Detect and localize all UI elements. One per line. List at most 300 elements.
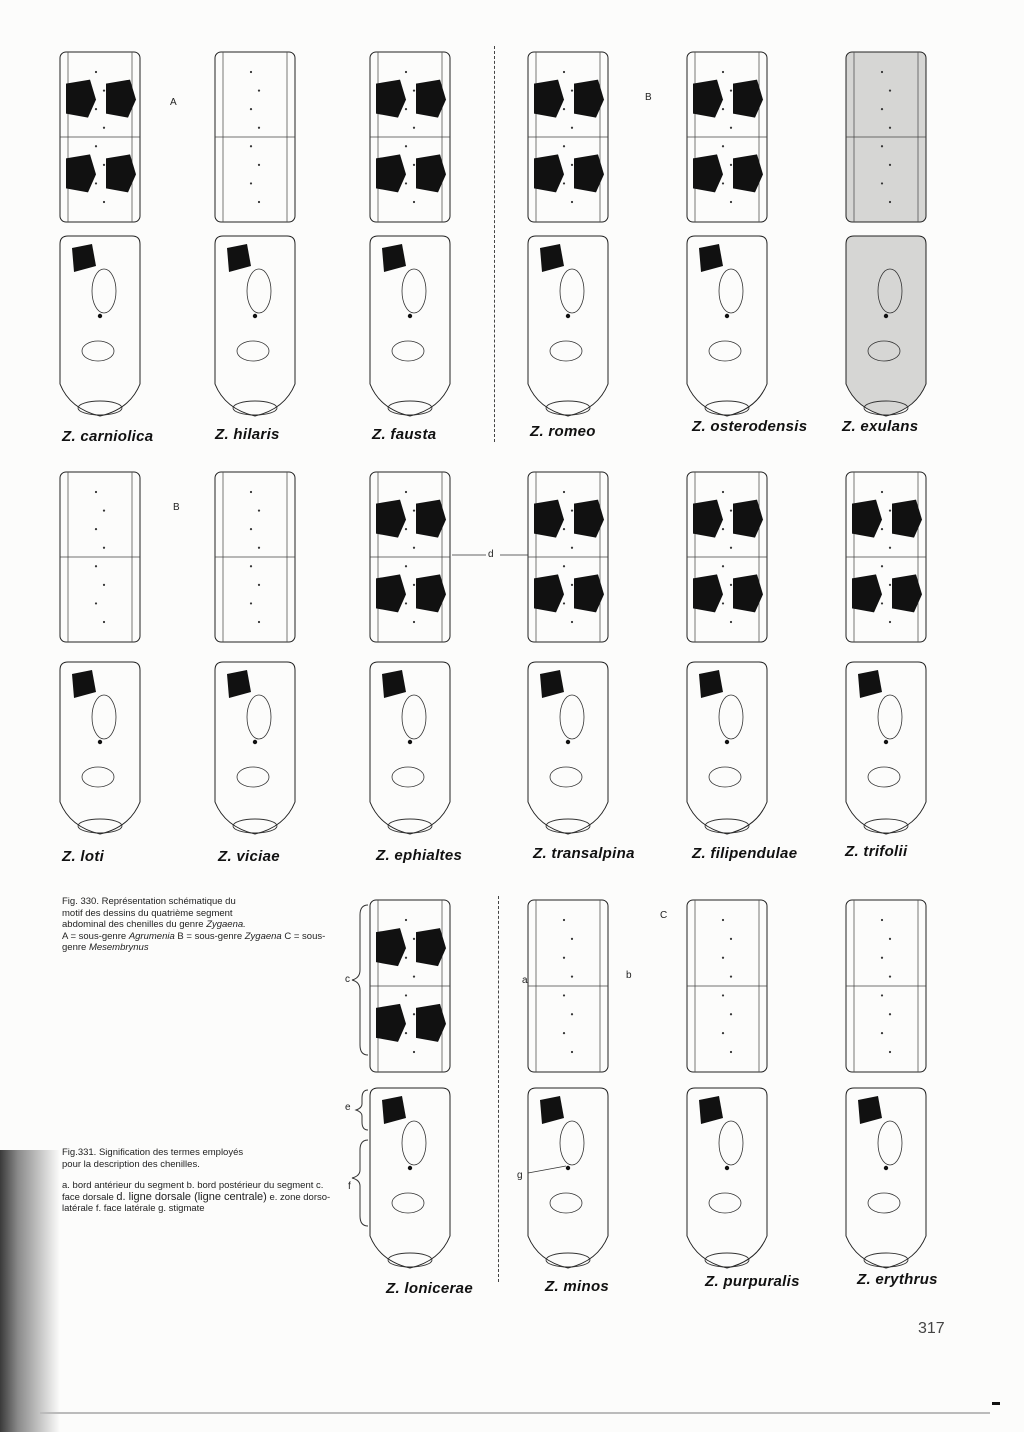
dot bbox=[881, 1032, 883, 1034]
dotted-area bbox=[92, 695, 116, 739]
dotted-area bbox=[402, 269, 426, 313]
proleg-outline bbox=[546, 1253, 590, 1267]
black-spot bbox=[693, 500, 723, 538]
dot bbox=[413, 1013, 415, 1015]
black-spot bbox=[416, 154, 446, 192]
subgenus-prefix: C = sous-genre bbox=[62, 930, 326, 954]
dotted-area bbox=[550, 767, 582, 787]
dot bbox=[571, 938, 573, 940]
caption-line: pour la description des chenilles. bbox=[62, 1158, 200, 1170]
dot bbox=[405, 602, 407, 604]
black-spot bbox=[106, 80, 136, 118]
dot bbox=[405, 108, 407, 110]
caption-genus: Zygaena. bbox=[206, 919, 246, 931]
dot bbox=[571, 509, 573, 511]
dot bbox=[571, 975, 573, 977]
dot bbox=[405, 182, 407, 184]
species-label: Z. lonicerae bbox=[386, 1280, 473, 1297]
spiracle bbox=[98, 740, 102, 744]
dot bbox=[250, 108, 252, 110]
figure-330-caption bbox=[62, 896, 342, 954]
species-label: Z. transalpina bbox=[533, 845, 635, 862]
dot bbox=[405, 71, 407, 73]
term-item: e. zone dorso-latérale bbox=[62, 1191, 331, 1215]
black-spot bbox=[534, 500, 564, 538]
lateral-segment-outline bbox=[370, 236, 450, 416]
black-spot bbox=[66, 154, 96, 192]
species-label: Z. minos bbox=[545, 1278, 610, 1295]
spiracle bbox=[566, 740, 570, 744]
dot bbox=[563, 602, 565, 604]
spiracle bbox=[253, 740, 257, 744]
dot bbox=[722, 565, 724, 567]
dot bbox=[730, 1051, 732, 1053]
black-spot bbox=[416, 500, 446, 538]
dot bbox=[250, 528, 252, 530]
species-label: Z. trifolii bbox=[845, 843, 908, 860]
caption-line: motif des dessins du quatrième segment bbox=[62, 907, 233, 919]
lateral-segment-outline bbox=[60, 236, 140, 416]
species-label: Z. filipendulae bbox=[692, 845, 798, 862]
lateral-segment-outline bbox=[528, 236, 608, 416]
dot bbox=[889, 164, 891, 166]
term-item: c. face dorsale bbox=[62, 1180, 324, 1203]
dot bbox=[413, 89, 415, 91]
dot bbox=[103, 584, 105, 586]
dot bbox=[103, 201, 105, 203]
dot bbox=[405, 957, 407, 959]
dotted-area bbox=[878, 695, 902, 739]
subgenus-name: Zygaena bbox=[244, 930, 282, 942]
dot bbox=[571, 621, 573, 623]
black-spot bbox=[574, 500, 604, 538]
dotted-area bbox=[878, 1121, 902, 1165]
annotation-g: g bbox=[517, 1170, 523, 1181]
annotation-b: b bbox=[626, 970, 632, 981]
black-spot bbox=[227, 670, 251, 698]
dot bbox=[563, 71, 565, 73]
black-spot bbox=[376, 500, 406, 538]
dot bbox=[571, 201, 573, 203]
dotted-area bbox=[868, 1193, 900, 1213]
dot bbox=[258, 547, 260, 549]
black-spot bbox=[66, 80, 96, 118]
group-letter-a: A bbox=[170, 97, 177, 108]
dot bbox=[95, 528, 97, 530]
dot bbox=[722, 71, 724, 73]
lateral-segment-outline bbox=[528, 662, 608, 834]
dot bbox=[413, 164, 415, 166]
dot bbox=[95, 182, 97, 184]
spiracle bbox=[566, 1166, 570, 1170]
spiracle bbox=[566, 314, 570, 318]
lateral-segment-outline bbox=[846, 236, 926, 416]
black-spot bbox=[72, 244, 96, 272]
annotation-c: c bbox=[345, 974, 350, 985]
subgenus-prefix: B = sous-genre bbox=[177, 930, 245, 942]
black-spot bbox=[382, 670, 406, 698]
dot bbox=[563, 565, 565, 567]
dot bbox=[889, 127, 891, 129]
dot bbox=[730, 164, 732, 166]
dot bbox=[258, 584, 260, 586]
dot bbox=[405, 919, 407, 921]
spiracle bbox=[725, 314, 729, 318]
dot bbox=[258, 127, 260, 129]
black-spot bbox=[574, 154, 604, 192]
lateral-segment-outline bbox=[370, 662, 450, 834]
bottom-mark bbox=[992, 1402, 1000, 1405]
dot bbox=[571, 164, 573, 166]
dotted-area bbox=[237, 341, 269, 361]
dot bbox=[881, 994, 883, 996]
dot bbox=[881, 565, 883, 567]
dot bbox=[413, 938, 415, 940]
dot bbox=[571, 1013, 573, 1015]
proleg-outline bbox=[78, 401, 122, 415]
lateral-segment-outline bbox=[370, 1088, 450, 1268]
spiracle bbox=[98, 314, 102, 318]
subgenus-item bbox=[62, 931, 175, 942]
species-label: Z. fausta bbox=[372, 426, 437, 443]
scan-shadow bbox=[0, 1150, 60, 1432]
dotted-area bbox=[402, 695, 426, 739]
dot bbox=[563, 994, 565, 996]
dot bbox=[722, 108, 724, 110]
proleg-outline bbox=[388, 401, 432, 415]
species-label: Z. hilaris bbox=[215, 426, 280, 443]
dot bbox=[103, 127, 105, 129]
dot bbox=[730, 1013, 732, 1015]
dot bbox=[730, 201, 732, 203]
species-label: Z. exulans bbox=[842, 418, 919, 435]
group-letter-b-2: B bbox=[173, 502, 180, 513]
dot bbox=[730, 509, 732, 511]
dotted-area bbox=[237, 767, 269, 787]
black-spot bbox=[106, 154, 136, 192]
dot bbox=[730, 938, 732, 940]
proleg-outline bbox=[705, 1253, 749, 1267]
dot bbox=[413, 127, 415, 129]
dot bbox=[889, 1051, 891, 1053]
dot bbox=[730, 127, 732, 129]
dot bbox=[95, 108, 97, 110]
dot bbox=[103, 547, 105, 549]
species-label: Z. erythrus bbox=[857, 1271, 938, 1288]
dot bbox=[250, 182, 252, 184]
spiracle bbox=[408, 314, 412, 318]
dot bbox=[889, 1013, 891, 1015]
dot bbox=[258, 89, 260, 91]
spiracle bbox=[884, 740, 888, 744]
black-spot bbox=[534, 574, 564, 612]
lateral-segment-outline bbox=[846, 662, 926, 834]
dotted-area bbox=[719, 1121, 743, 1165]
dot bbox=[405, 1032, 407, 1034]
bottom-rule bbox=[40, 1412, 990, 1414]
dot bbox=[250, 491, 252, 493]
black-spot bbox=[699, 1096, 723, 1124]
dotted-area bbox=[709, 341, 741, 361]
dotted-area bbox=[92, 269, 116, 313]
dotted-area bbox=[709, 767, 741, 787]
annotation-a: a bbox=[522, 975, 528, 986]
dot bbox=[889, 509, 891, 511]
dotted-area bbox=[560, 695, 584, 739]
dot bbox=[889, 975, 891, 977]
dot bbox=[722, 182, 724, 184]
dot bbox=[722, 957, 724, 959]
dot bbox=[881, 491, 883, 493]
spiracle bbox=[884, 314, 888, 318]
dot bbox=[881, 957, 883, 959]
dot bbox=[889, 89, 891, 91]
term-item: b. bord postérieur du segment bbox=[186, 1180, 314, 1192]
dotted-area bbox=[868, 767, 900, 787]
species-label: Z. osterodensis bbox=[692, 418, 808, 435]
dot bbox=[103, 89, 105, 91]
black-spot bbox=[733, 80, 763, 118]
dot bbox=[250, 145, 252, 147]
spiracle bbox=[408, 740, 412, 744]
spiracle bbox=[884, 1166, 888, 1170]
dotted-area bbox=[82, 341, 114, 361]
dot bbox=[722, 491, 724, 493]
lateral-segment-outline bbox=[60, 662, 140, 834]
dot bbox=[250, 602, 252, 604]
dot bbox=[571, 127, 573, 129]
lateral-segment-outline bbox=[846, 1088, 926, 1268]
subgenus-prefix: A = sous-genre bbox=[62, 930, 129, 942]
proleg-outline bbox=[705, 819, 749, 833]
dotted-area bbox=[560, 269, 584, 313]
dot bbox=[881, 182, 883, 184]
dotted-area bbox=[247, 695, 271, 739]
dot bbox=[730, 975, 732, 977]
dotted-area bbox=[82, 767, 114, 787]
dot bbox=[563, 1032, 565, 1034]
dot bbox=[889, 938, 891, 940]
black-spot bbox=[699, 670, 723, 698]
dot bbox=[250, 71, 252, 73]
black-spot bbox=[892, 500, 922, 538]
lateral-segment-outline bbox=[687, 662, 767, 834]
dot bbox=[730, 547, 732, 549]
dot bbox=[730, 584, 732, 586]
annotation-e: e bbox=[345, 1102, 351, 1113]
dot bbox=[563, 528, 565, 530]
dot bbox=[258, 201, 260, 203]
dotted-area bbox=[392, 1193, 424, 1213]
dot bbox=[405, 491, 407, 493]
dot bbox=[563, 957, 565, 959]
term-item: a. bord antérieur du segment bbox=[62, 1180, 184, 1192]
black-spot bbox=[376, 80, 406, 118]
dot bbox=[881, 528, 883, 530]
group-letter-c: C bbox=[660, 910, 668, 921]
dot bbox=[571, 1051, 573, 1053]
dot bbox=[722, 919, 724, 921]
species-label: Z. carniolica bbox=[62, 428, 154, 445]
black-spot bbox=[540, 670, 564, 698]
spiracle bbox=[725, 740, 729, 744]
brace bbox=[356, 1090, 368, 1130]
dot bbox=[881, 108, 883, 110]
subgenus-name: Agrumenia bbox=[128, 930, 175, 942]
subgenus-name: Mesembrynus bbox=[88, 942, 149, 954]
term-item: g. stigmate bbox=[158, 1203, 205, 1215]
dot bbox=[103, 509, 105, 511]
proleg-outline bbox=[233, 401, 277, 415]
proleg-outline bbox=[864, 1253, 908, 1267]
dot bbox=[258, 621, 260, 623]
dot bbox=[881, 145, 883, 147]
dot bbox=[881, 602, 883, 604]
proleg-outline bbox=[233, 819, 277, 833]
dot bbox=[722, 994, 724, 996]
dot bbox=[405, 145, 407, 147]
species-label: Z. loti bbox=[62, 848, 105, 865]
dot bbox=[103, 621, 105, 623]
dot bbox=[563, 919, 565, 921]
dot bbox=[258, 164, 260, 166]
annotation-d: d bbox=[488, 549, 494, 560]
lateral-segment-outline bbox=[215, 662, 295, 834]
brace bbox=[352, 1140, 368, 1226]
black-spot bbox=[416, 574, 446, 612]
dot bbox=[258, 509, 260, 511]
figure-331-caption bbox=[62, 1147, 342, 1215]
dot bbox=[413, 509, 415, 511]
dot bbox=[413, 201, 415, 203]
annotation-line bbox=[528, 1166, 566, 1173]
black-spot bbox=[858, 670, 882, 698]
dot bbox=[95, 145, 97, 147]
proleg-outline bbox=[388, 819, 432, 833]
black-spot bbox=[852, 574, 882, 612]
dot bbox=[889, 201, 891, 203]
proleg-outline bbox=[388, 1253, 432, 1267]
black-spot bbox=[72, 670, 96, 698]
species-label: Z. ephialtes bbox=[376, 847, 463, 864]
black-spot bbox=[733, 574, 763, 612]
subgenus-item bbox=[177, 931, 281, 942]
caption-text: abdominal des chenilles du genre bbox=[62, 919, 207, 931]
caption-line: Fig.331. Signification des termes employés bbox=[62, 1147, 244, 1158]
caption-line: Fig. 330. Représentation schématique du bbox=[62, 896, 236, 907]
dotted-area bbox=[550, 341, 582, 361]
black-spot bbox=[693, 574, 723, 612]
dot bbox=[730, 621, 732, 623]
black-spot bbox=[376, 154, 406, 192]
dot bbox=[571, 89, 573, 91]
lateral-segment-outline bbox=[215, 236, 295, 416]
spiracle bbox=[253, 314, 257, 318]
black-spot bbox=[534, 80, 564, 118]
dot bbox=[413, 975, 415, 977]
proleg-outline bbox=[705, 401, 749, 415]
group-letter-b: B bbox=[645, 92, 652, 103]
dot bbox=[250, 565, 252, 567]
dot bbox=[405, 994, 407, 996]
black-spot bbox=[733, 500, 763, 538]
black-spot bbox=[699, 244, 723, 272]
dot bbox=[405, 528, 407, 530]
dot bbox=[95, 71, 97, 73]
dot bbox=[889, 547, 891, 549]
lateral-segment-outline bbox=[687, 236, 767, 416]
black-spot bbox=[858, 1096, 882, 1124]
caption-line bbox=[62, 919, 342, 931]
black-spot bbox=[416, 80, 446, 118]
dot bbox=[563, 108, 565, 110]
proleg-outline bbox=[546, 819, 590, 833]
proleg-outline bbox=[546, 401, 590, 415]
dot bbox=[563, 145, 565, 147]
black-spot bbox=[733, 154, 763, 192]
term-item: d. ligne dorsale (ligne centrale) bbox=[116, 1190, 267, 1203]
black-spot bbox=[382, 1096, 406, 1124]
dot bbox=[95, 491, 97, 493]
black-spot bbox=[693, 154, 723, 192]
dot bbox=[563, 491, 565, 493]
black-spot bbox=[416, 1004, 446, 1042]
dot bbox=[722, 528, 724, 530]
dot bbox=[413, 621, 415, 623]
dotted-area bbox=[719, 269, 743, 313]
black-spot bbox=[376, 574, 406, 612]
spiracle bbox=[725, 1166, 729, 1170]
dot bbox=[722, 602, 724, 604]
dotted-area bbox=[709, 1193, 741, 1213]
dot bbox=[413, 1051, 415, 1053]
dotted-area bbox=[247, 269, 271, 313]
black-spot bbox=[574, 574, 604, 612]
proleg-outline bbox=[864, 819, 908, 833]
dotted-area bbox=[719, 695, 743, 739]
dot bbox=[881, 71, 883, 73]
dotted-area bbox=[392, 767, 424, 787]
dot bbox=[571, 584, 573, 586]
species-label: Z. purpuralis bbox=[705, 1273, 800, 1290]
black-spot bbox=[534, 154, 564, 192]
lateral-segment-outline bbox=[528, 1088, 608, 1268]
black-spot bbox=[540, 244, 564, 272]
black-spot bbox=[227, 244, 251, 272]
dot bbox=[730, 89, 732, 91]
dot bbox=[103, 164, 105, 166]
species-label: Z. romeo bbox=[530, 423, 596, 440]
black-spot bbox=[693, 80, 723, 118]
dot bbox=[563, 182, 565, 184]
annotation-f: f bbox=[348, 1181, 351, 1192]
page-number: 317 bbox=[918, 1320, 945, 1337]
dotted-area bbox=[550, 1193, 582, 1213]
black-spot bbox=[574, 80, 604, 118]
dotted-area bbox=[402, 1121, 426, 1165]
black-spot bbox=[852, 500, 882, 538]
proleg-outline bbox=[78, 819, 122, 833]
black-spot bbox=[892, 574, 922, 612]
black-spot bbox=[540, 1096, 564, 1124]
black-spot bbox=[376, 1004, 406, 1042]
term-item: f. face latérale bbox=[95, 1203, 156, 1215]
dot bbox=[95, 602, 97, 604]
dotted-area bbox=[560, 1121, 584, 1165]
dot bbox=[722, 1032, 724, 1034]
dot bbox=[413, 584, 415, 586]
dot bbox=[722, 145, 724, 147]
